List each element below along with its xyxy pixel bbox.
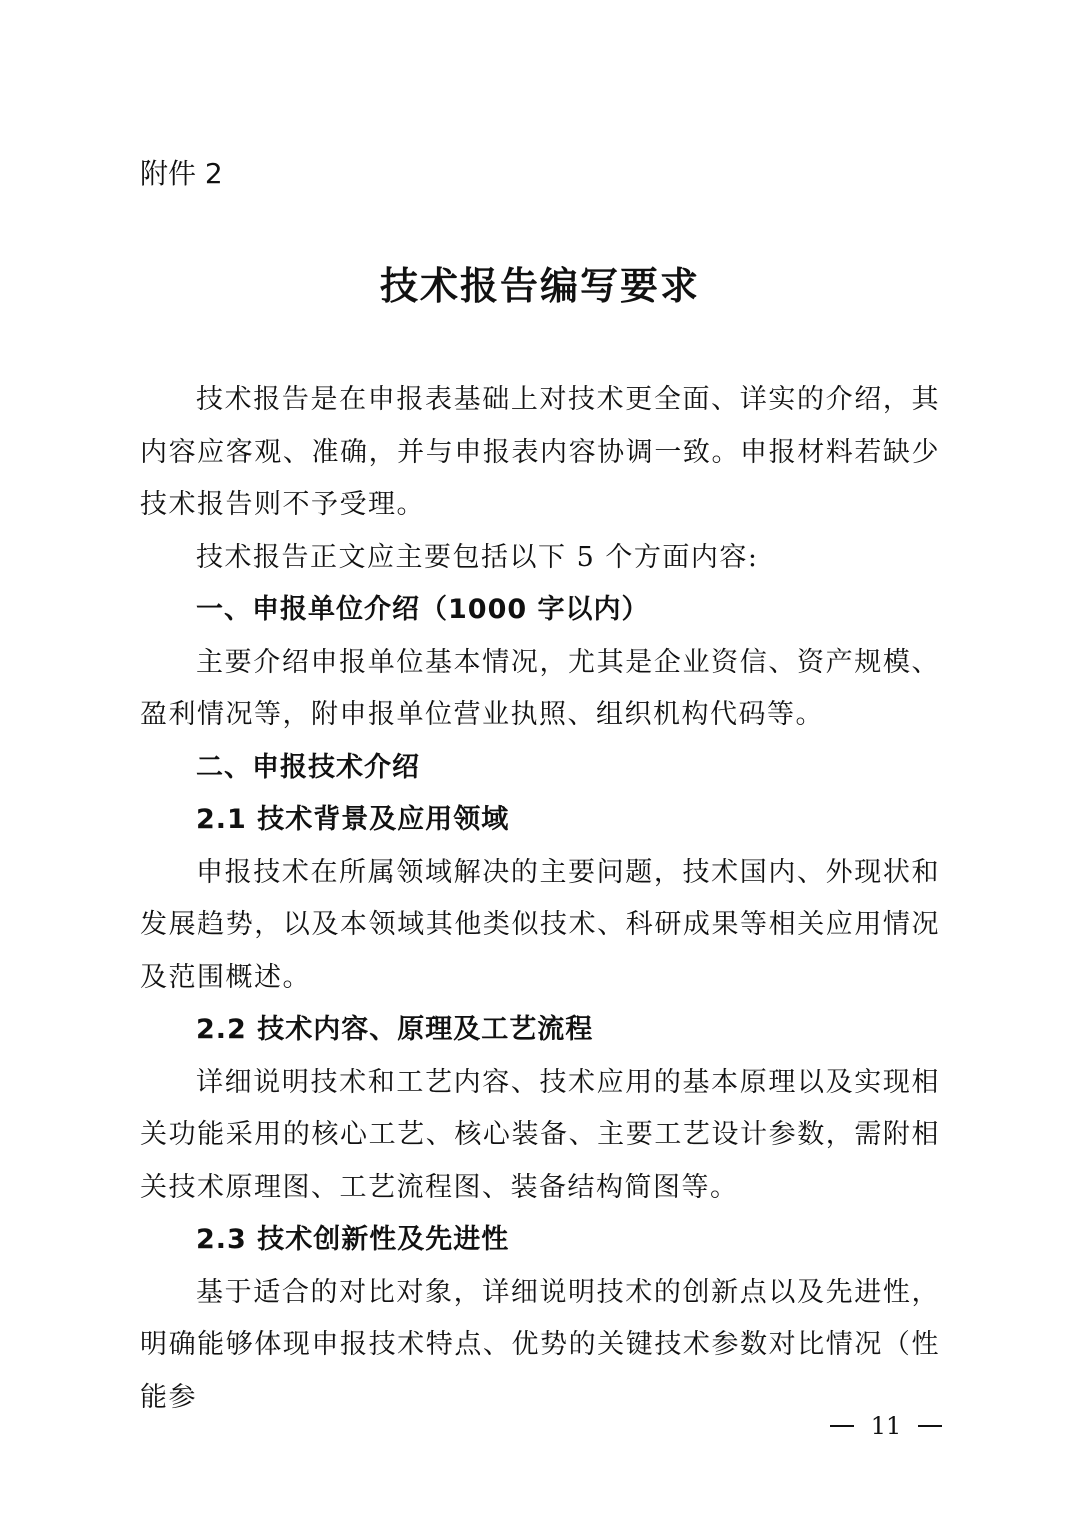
page-footer [830,1408,942,1444]
document-body [140,374,940,1424]
attachment-label: 附件 2 [140,157,223,190]
heading-section-2: 二、申报技术介绍 [196,751,420,783]
heading-section-2-2: 2.2 技术内容、原理及工艺流程 [196,1014,594,1045]
paragraph-section-1: 主要介绍申报单位基本情况，尤其是企业资信、资产规模、盈利情况等，附申报单位营业执照、组织机构代码等。 [140,646,940,730]
page-number-dash-right [918,1425,942,1427]
heading-section-2-1: 2.1 技术背景及应用领域 [196,804,510,835]
paragraph-section-2-1: 申报技术在所属领域解决的主要问题，技术国内、外现状和发展趋势，以及本领域其他类似技术、科研成果等相关应用情况及范围概述。 [140,856,940,993]
paragraph-section-2-3: 基于适合的对比对象，详细说明技术的创新点以及先进性，明确能够体现申报技术特点、优势的关键技术参数对比情况（性能参 [140,1276,940,1413]
heading-section-1: 一、申报单位介绍（1000 字以内） [196,594,650,625]
document-title: 技术报告编写要求 [379,263,700,308]
paragraph-section-2-2: 详细说明技术和工艺内容、技术应用的基本原理以及实现相关功能采用的核心工艺、核心装备、主要工艺设计参数，需附相关技术原理图、工艺流程图、装备结构简图等。 [140,1066,940,1203]
page-number-dash-left [830,1425,854,1427]
heading-section-2-3: 2.3 技术创新性及先进性 [196,1224,510,1255]
page-number: 11 [870,1412,902,1440]
paragraph-intro: 技术报告是在申报表基础上对技术更全面、详实的介绍，其内容应客观、准确，并与申报表内容协调一致。申报材料若缺少技术报告则不予受理。 [140,384,940,520]
paragraph-contents-overview: 技术报告正文应主要包括以下 5 个方面内容: [196,541,759,573]
